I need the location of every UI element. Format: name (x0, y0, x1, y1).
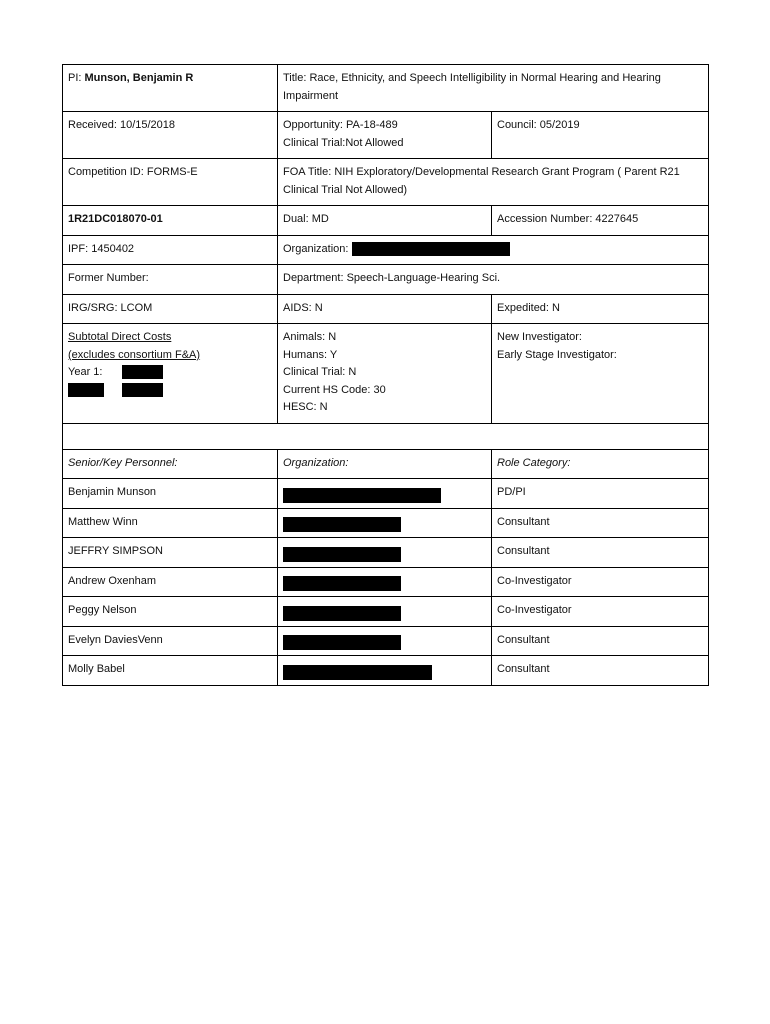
pi-cell (63, 65, 278, 112)
received-date: Received: 10/15/2018 (63, 112, 278, 159)
hesc-flag: HESC: N (283, 401, 328, 413)
personnel-role: Consultant (492, 626, 709, 656)
personnel-name-header: Senior/Key Personnel: (63, 449, 278, 479)
costs-cell (63, 324, 278, 424)
former-number-row (63, 265, 709, 295)
year1-label: Year 1: (68, 366, 103, 378)
org-redaction (283, 606, 401, 621)
personnel-org (278, 508, 492, 538)
opportunity-clinical-trial: Clinical Trial:Not Allowed (283, 136, 404, 149)
organization-redaction (352, 242, 510, 256)
personnel-role: Co-Investigator (492, 597, 709, 627)
project-title-line1: Title: Race, Ethnicity, and Speech Intelligibility in Normal Hearing and Hearing (283, 72, 661, 84)
personnel-name: JEFFRY SIMPSON (63, 538, 278, 568)
expedited-flag: Expedited: N (492, 294, 709, 324)
personnel-name: Andrew Oxenham (63, 567, 278, 597)
grant-summary-table (62, 64, 709, 686)
project-title-cell (278, 65, 709, 112)
former-number: Former Number: (63, 265, 278, 295)
ipf-row (63, 235, 709, 265)
costs-total-row (68, 382, 272, 400)
spacer-cell (63, 423, 709, 449)
pi-title-row (63, 65, 709, 112)
opportunity-number: Opportunity: PA-18-489 (283, 119, 398, 131)
personnel-role: Consultant (492, 656, 709, 686)
personnel-org (278, 626, 492, 656)
organization-cell (278, 235, 709, 265)
opportunity-cell (278, 112, 492, 159)
new-investigator: New Investigator: (497, 331, 582, 343)
foa-title-line1: FOA Title: NIH Exploratory/Developmental Research Grant Program ( Parent R21 (283, 166, 680, 178)
organization-label: Organization: (283, 242, 349, 255)
grant-number: 1R21DC018070-01 (63, 206, 278, 236)
costs-label-line2: (excludes consortium F&A) (68, 348, 201, 361)
personnel-name: Benjamin Munson (63, 479, 278, 509)
personnel-org (278, 479, 492, 509)
org-redaction (283, 665, 432, 680)
personnel-org (278, 597, 492, 627)
table-row (63, 597, 709, 627)
costs-row (63, 324, 709, 424)
irg-row (63, 294, 709, 324)
personnel-role-header: Role Category: (492, 449, 709, 479)
personnel-org-header: Organization: (278, 449, 492, 479)
costs-redaction-right (122, 383, 163, 397)
table-row (63, 479, 709, 509)
year1-amount-redaction (122, 365, 163, 379)
received-row (63, 112, 709, 159)
spacer-row (63, 423, 709, 449)
org-redaction (283, 576, 401, 591)
humans-flag: Humans: Y (283, 348, 338, 361)
pi-label: PI: (68, 72, 82, 84)
table-row (63, 508, 709, 538)
org-redaction (283, 547, 401, 562)
personnel-name: Peggy Nelson (63, 597, 278, 627)
personnel-role: Consultant (492, 508, 709, 538)
table-row (63, 567, 709, 597)
accession-number: Accession Number: 4227645 (492, 206, 709, 236)
clinical-trial-flag: Clinical Trial: N (283, 366, 357, 378)
foa-title-cell (278, 159, 709, 206)
grant-number-row (63, 206, 709, 236)
personnel-org (278, 538, 492, 568)
aids-flag: AIDS: N (278, 294, 492, 324)
dual-code: Dual: MD (278, 206, 492, 236)
table-row (63, 538, 709, 568)
personnel-role: Consultant (492, 538, 709, 568)
costs-redaction-left (68, 383, 104, 397)
irg-srg: IRG/SRG: LCOM (63, 294, 278, 324)
org-redaction (283, 635, 401, 650)
council-date: Council: 05/2019 (492, 112, 709, 159)
personnel-name: Matthew Winn (63, 508, 278, 538)
personnel-org (278, 656, 492, 686)
department: Department: Speech-Language-Hearing Sci. (278, 265, 709, 295)
personnel-role: Co-Investigator (492, 567, 709, 597)
competition-id: Competition ID: FORMS-E (63, 159, 278, 206)
investigator-cell (492, 324, 709, 424)
project-title-line2: Impairment (283, 89, 339, 102)
personnel-header-row (63, 449, 709, 479)
review-flags-cell (278, 324, 492, 424)
table-row (63, 626, 709, 656)
ipf-number: IPF: 1450402 (63, 235, 278, 265)
year1-row (68, 364, 272, 382)
org-redaction (283, 517, 401, 532)
personnel-role: PD/PI (492, 479, 709, 509)
org-redaction (283, 488, 441, 503)
early-stage-investigator: Early Stage Investigator: (497, 348, 617, 361)
competition-row (63, 159, 709, 206)
foa-title-line2: Clinical Trial Not Allowed) (283, 183, 408, 196)
table-row (63, 656, 709, 686)
costs-label-line1: Subtotal Direct Costs (68, 331, 172, 343)
pi-name: Munson, Benjamin R (84, 72, 194, 84)
personnel-org (278, 567, 492, 597)
hs-code: Current HS Code: 30 (283, 383, 386, 396)
animals-flag: Animals: N (283, 331, 337, 343)
personnel-name: Evelyn DaviesVenn (63, 626, 278, 656)
personnel-name: Molly Babel (63, 656, 278, 686)
